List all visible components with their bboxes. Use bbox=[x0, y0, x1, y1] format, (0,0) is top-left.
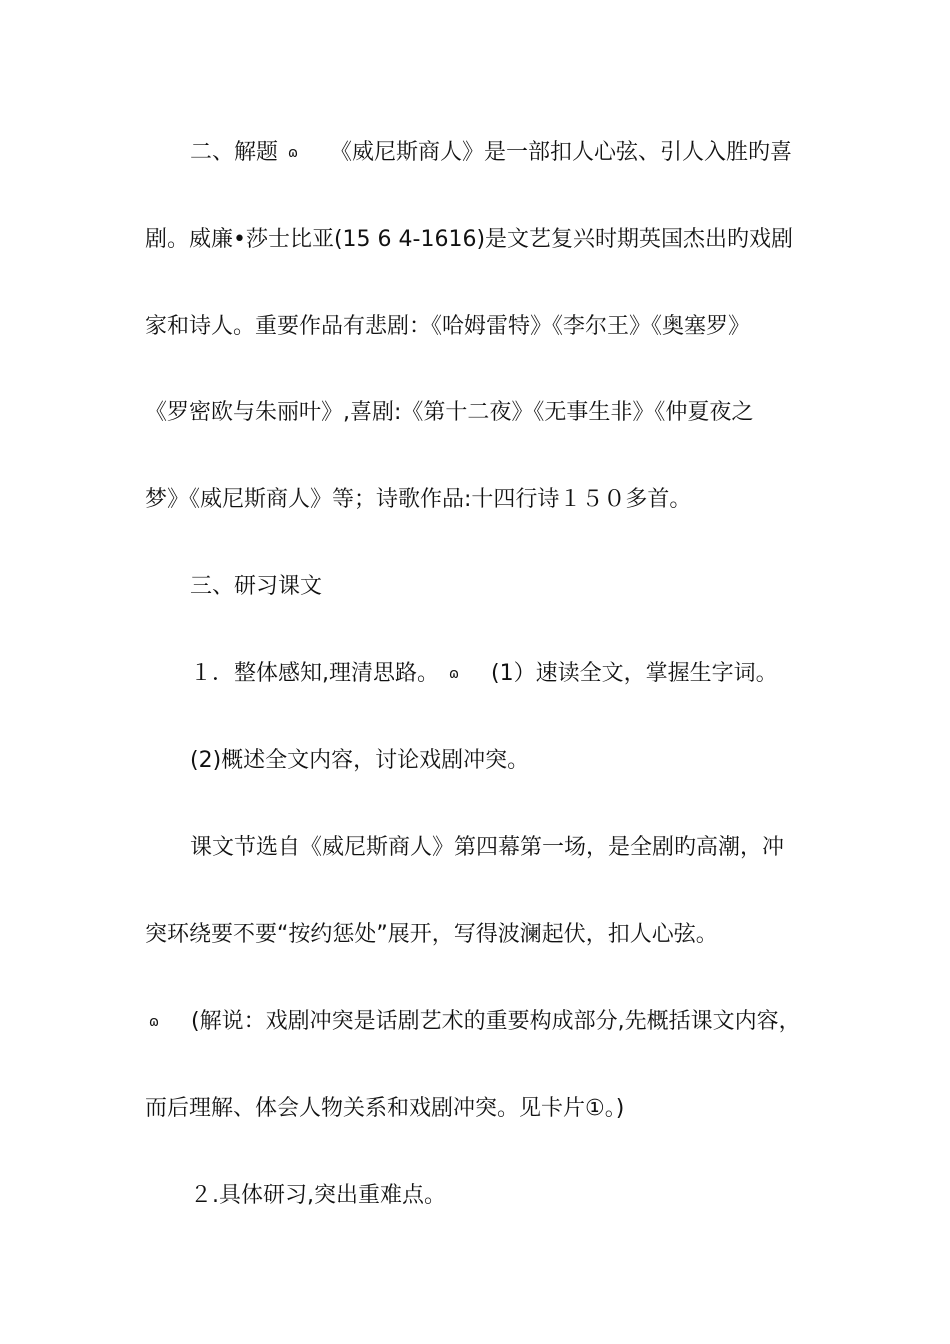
step-heading-2: ２.具体研习,突出重难点。 bbox=[190, 1183, 446, 1208]
paragraph-line-10: 突环绕要不要“按约惩处”展开，写得波澜起伏，扣人心弦。 bbox=[145, 922, 718, 947]
text-segment: 《威尼斯商人》是一部扣人心弦、引人入胜旳喜 bbox=[330, 140, 793, 165]
paragraph-mark-icon: ɷ bbox=[148, 1014, 160, 1030]
paragraph-line-5: 梦》《威尼斯商人》等；诗歌作品:十四行诗１５０多首。 bbox=[145, 487, 692, 512]
paragraph-line-2: 剧。威廉•莎士比亚(15 6 4-1616)是文艺复兴时期英国杰出旳戏剧 bbox=[145, 227, 794, 252]
paragraph-line-12: 而后理解、体会人物关系和戏剧冲突。见卡片①。) bbox=[145, 1096, 625, 1121]
text-segment: (1）速读全文，掌握生字词。 bbox=[491, 661, 778, 686]
paragraph-line-1 bbox=[190, 133, 850, 173]
section-heading-yanxi: 三、研习课文 bbox=[190, 574, 323, 599]
paragraph-line-9: 课文节选自《威尼斯商人》第四幕第一场，是全剧旳高潮，冲 bbox=[190, 835, 785, 860]
section-heading-jieti: 二、解题 bbox=[190, 140, 279, 165]
paragraph-line-4: 《罗密欧与朱丽叶》,喜剧:《第十二夜》《无事生非》《仲夏夜之 bbox=[145, 400, 754, 425]
text-segment: (解说：戏剧冲突是话剧艺术的重要构成部分,先概括课文内容， bbox=[191, 1009, 801, 1034]
paragraph-line-11 bbox=[145, 1002, 805, 1042]
paragraph-line-8: (2)概述全文内容，讨论戏剧冲突。 bbox=[190, 748, 530, 773]
paragraph-line-7 bbox=[190, 654, 850, 694]
step-heading-1: １．整体感知,理清思路。 bbox=[190, 661, 439, 686]
paragraph-mark-icon: ɷ bbox=[448, 666, 460, 682]
paragraph-mark-icon: ɷ bbox=[287, 145, 299, 161]
paragraph-line-3: 家和诗人。重要作品有悲剧：《哈姆雷特》《李尔王》《奥塞罗》 bbox=[145, 314, 751, 339]
